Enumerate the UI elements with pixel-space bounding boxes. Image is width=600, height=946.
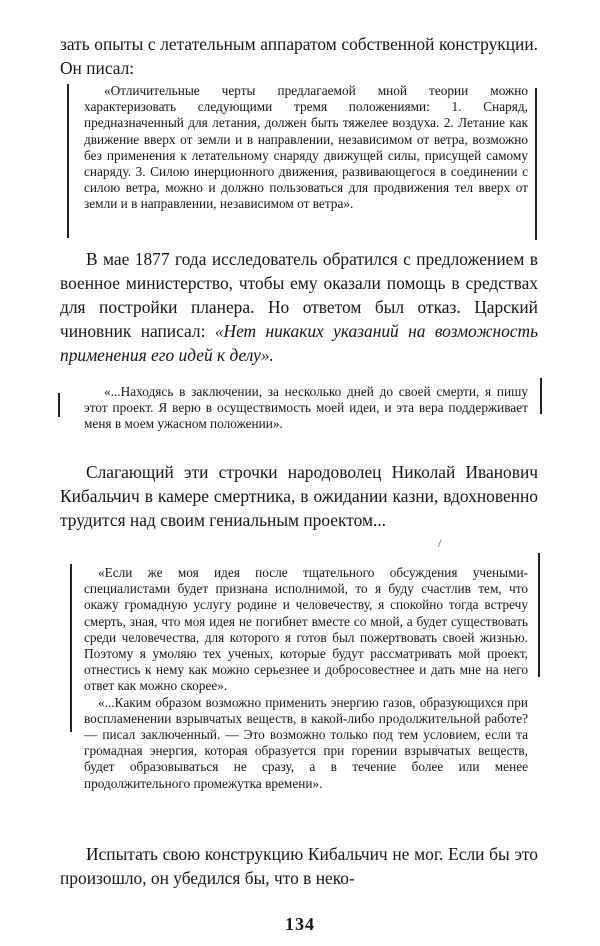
quote-project-part1: «Если же моя идея после тщательного обсуждения учеными-специалистами будет признана исполнимой, то я буду счастлив тем, что окажу громадную услугу родине и человечеству, я спокойно тогда встречу смерть, зная, что моя идея не погибнет вместе со мной, а будет существовать среди человечества, для которого я готов был пожертвовать своей жизнью. Поэтому я умоляю тех ученых, которые будут рассматривать мой проект, отнестись к нему как можно серьезнее и добросовестнее и дать мне на него ответ как можно скорее». [84,565,528,694]
paragraph-kibalchich [60,460,538,532]
page-number: 134 [285,914,315,934]
quote-prison-text: «...Находясь в заключении, за несколько дней до своей смерти, я пишу этот проект. Я верю в осуществимость моей идеи, и эта вера поддерживает меня в моем ужасном положении». [84,384,528,432]
quote-prison [84,384,528,433]
quote-theory [84,83,528,213]
quote-bar-right [540,378,542,414]
quote-bar-right [538,553,540,677]
quote-theory-text: «Отличительные черты предлагаемой мной теории можно характеризовать следующими тремя положениями: 1. Снаряд, предназначенный для летания, должен быть тяжелее воздуха. 2. Летание как движение вверх от земли и в направлении, независимом от ветра, возможно без применения к летательному снаряду движущей силы, присущей самому снаряду. 3. Силою инерционного движения, развивающегося в соединении с силою ветра, можно и должно пользоваться для продвижения тел вверх от земли и в направлении, независимом от ветра». [84,83,528,212]
paragraph-ministry-text: В мае 1877 года исследователь обратился с предложением в военное министерство, чтобы ему оказали помощь в средствах для постройки планера. Но ответом был отказ. Царский чиновник написал: [60,249,538,341]
intro-paragraph: зать опыты с летательным аппаратом собственной конструкции. Он писал: [60,34,538,78]
quote-project [84,565,528,792]
quote-bar-right [535,88,537,240]
paragraph-kibalchich-text: Слагающий эти строчки народоволец Николай Иванович Кибальчич в камере смертника, в ожидании казни, вдохновенно трудится над своим гениальным проектом... [60,462,538,530]
quote-project-part2: «...Каким образом возможно применить энергию газов, образующихся при воспламенении взрывчатых веществ, в какой-либо продолжительной работе? — писал заключенный. — Это возможно только под тем условием, если та громадная энергия, которая образуется при горении взрывчатых веществ, будет образовываться не сразу, а в течение более или менее продолжительного промежутка времени». [84,694,528,791]
quote-bar-left [67,84,69,238]
official-reply-quote: «Нет никаких указаний на возможность применения его идей к делу». [60,321,539,365]
quote-bar-left [58,393,60,417]
print-speck: / [438,536,442,550]
quote-bar-left [70,564,72,732]
paragraph-test [60,842,538,890]
paragraph-test-text: Испытать свою конструкцию Кибальчич не мог. Если бы это произошло, он убедился бы, что в неко- [60,844,538,888]
paragraph-ministry [60,247,538,367]
